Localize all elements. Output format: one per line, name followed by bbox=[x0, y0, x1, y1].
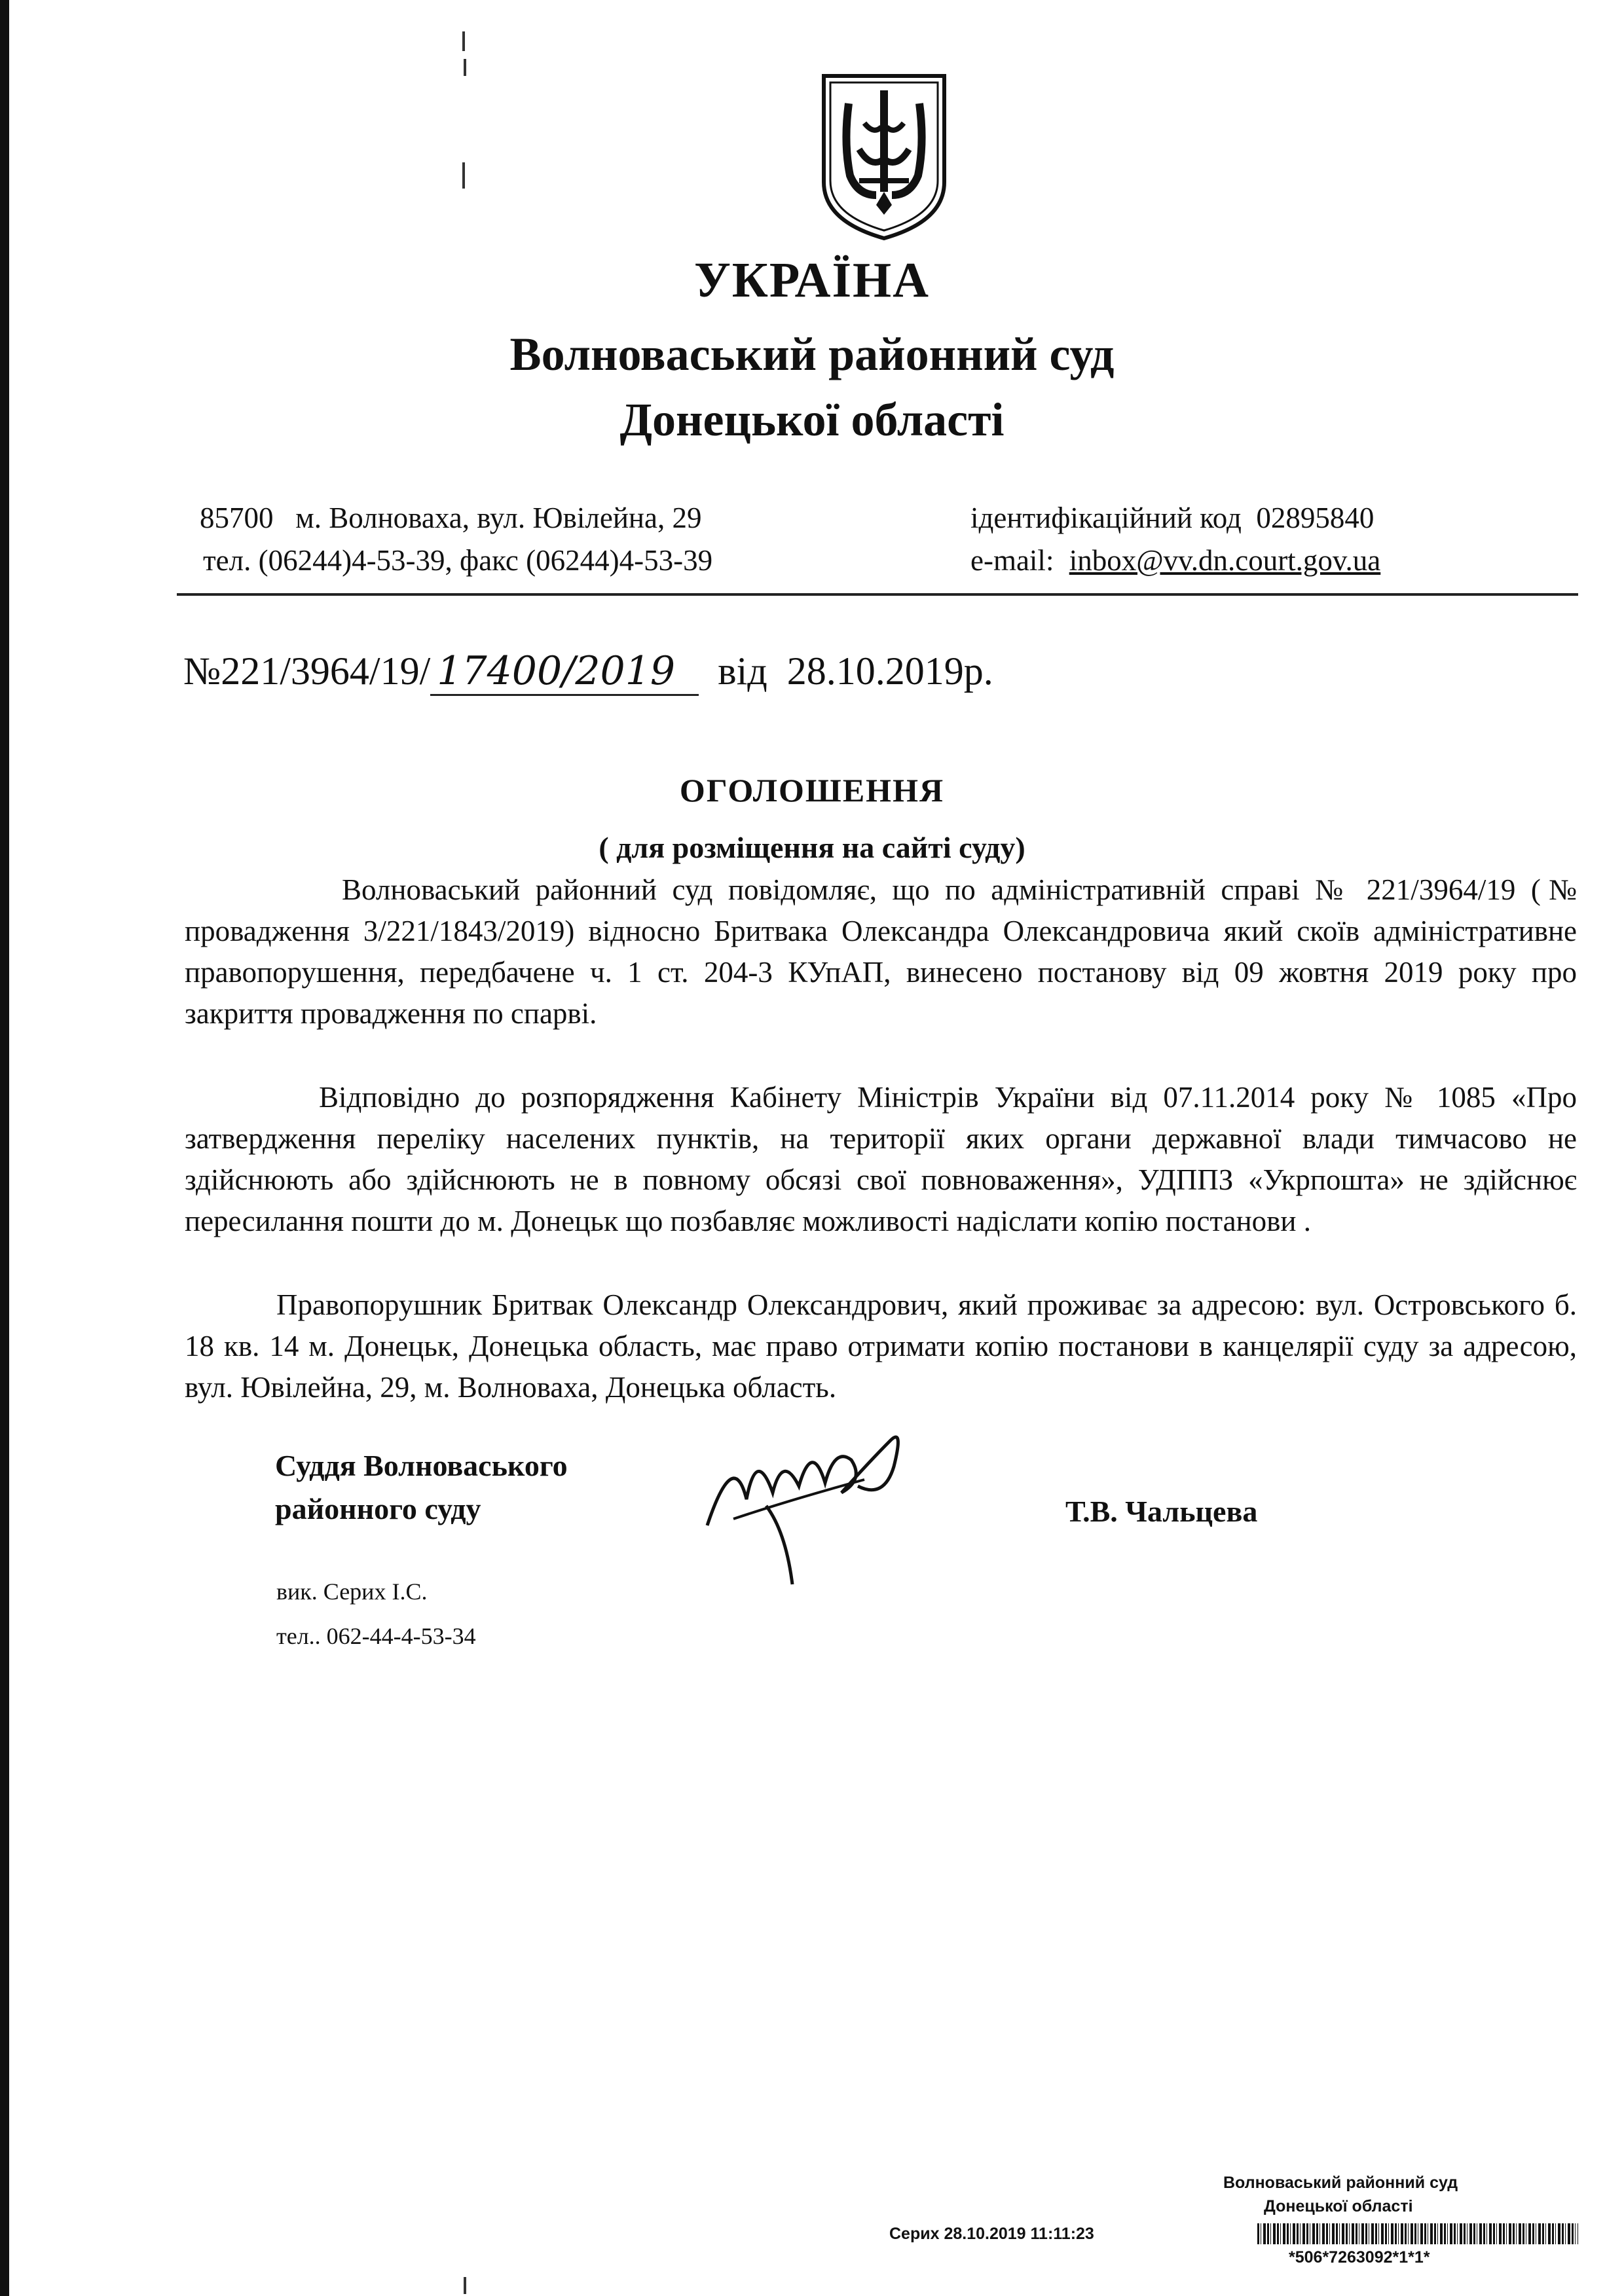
scan-mark bbox=[462, 162, 465, 189]
stamp-org-line1: Волноваський районний суд bbox=[1223, 2174, 1458, 2192]
stamp-org-line2: Донецької області bbox=[1264, 2197, 1413, 2215]
registration-number: №221/3964/19/ bbox=[183, 649, 431, 693]
executor-name: вик. Серих І.С. bbox=[276, 1578, 428, 1605]
country-heading: УКРАЇНА bbox=[693, 253, 931, 308]
registration-date: від 28.10.2019р. bbox=[718, 649, 993, 693]
header-divider bbox=[177, 593, 1578, 596]
court-name-line2: Донецької області bbox=[619, 393, 1005, 446]
barcode bbox=[1257, 2223, 1578, 2244]
stamp-registration: Серих 28.10.2019 11:11:23 bbox=[889, 2225, 1094, 2243]
scan-mark bbox=[462, 31, 465, 51]
notice-paragraph-1: Волноваський районний суд повідомляє, що по адміністративній справі № 221/3964/19 (№ провадження 3/221/1843/2019) відносно Бритвака Олександра Олександровича який скоїв адміністративне правопорушення, передбачене ч. 1 ст. 204-3 КУпАП, винесено постанову від 09 жовтня 2019 року про закриття провадження по спарві. bbox=[185, 873, 1577, 1030]
notice-paragraph-2: Відповідно до розпорядження Кабінету Міністрів України від 07.11.2014 року № 1085 «Про затвердження переліку населених пунктів, на території яких органи державної влади тимчасово не здійснюють або здійснюють не в повному обсязі свої повноваження», УДППЗ «Укрпошта» не здійснює пересилання пошти до м. Донецьк що позбавляє можливості надіслати копію постанови . bbox=[185, 1081, 1577, 1237]
court-address: 85700 м. Волноваха, вул. Ювілейна, 29 bbox=[200, 501, 702, 534]
court-phone-fax: тел. (06244)4-53-39, факс (06244)4-53-39 bbox=[203, 544, 713, 577]
notice-paragraph-3: Правопорушник Бритвак Олександр Олександрович, який проживає за адресою: вул. Островського б. 18 кв. 14 м. Донецьк, Донецька область, має право отримати копію постанови в канцелярії суду за адресою, вул. Ювілейна, 29, м. Волноваха, Донецька область. bbox=[185, 1288, 1577, 1404]
judge-position-line2: районного суду bbox=[275, 1492, 481, 1525]
barcode-text: *506*7263092*1*1* bbox=[1289, 2248, 1430, 2267]
court-id-code: ідентифікаційний код 02895840 bbox=[970, 501, 1375, 534]
judge-position-line1: Суддя Волноваського bbox=[275, 1449, 568, 1482]
outgoing-registration bbox=[183, 648, 993, 696]
handwritten-signature bbox=[694, 1421, 930, 1597]
scan-mark bbox=[464, 59, 466, 76]
handwritten-number: 17400/2019 bbox=[430, 648, 699, 696]
court-name-line1: Волноваський районний суд bbox=[509, 328, 1115, 380]
email-link[interactable]: inbox@vv.dn.court.gov.ua bbox=[1069, 544, 1381, 577]
notice-subtitle: ( для розміщення на сайті суду) bbox=[599, 831, 1025, 864]
email-label: e-mail: bbox=[970, 544, 1054, 577]
executor-phone: тел.. 062-44-4-53-34 bbox=[276, 1623, 476, 1649]
judge-name: Т.В. Чальцева bbox=[1065, 1495, 1258, 1528]
scan-mark bbox=[464, 2277, 466, 2294]
court-email-row bbox=[970, 543, 1380, 577]
coat-of-arms-emblem bbox=[819, 71, 950, 242]
notice-title: ОГОЛОШЕННЯ bbox=[679, 772, 945, 809]
